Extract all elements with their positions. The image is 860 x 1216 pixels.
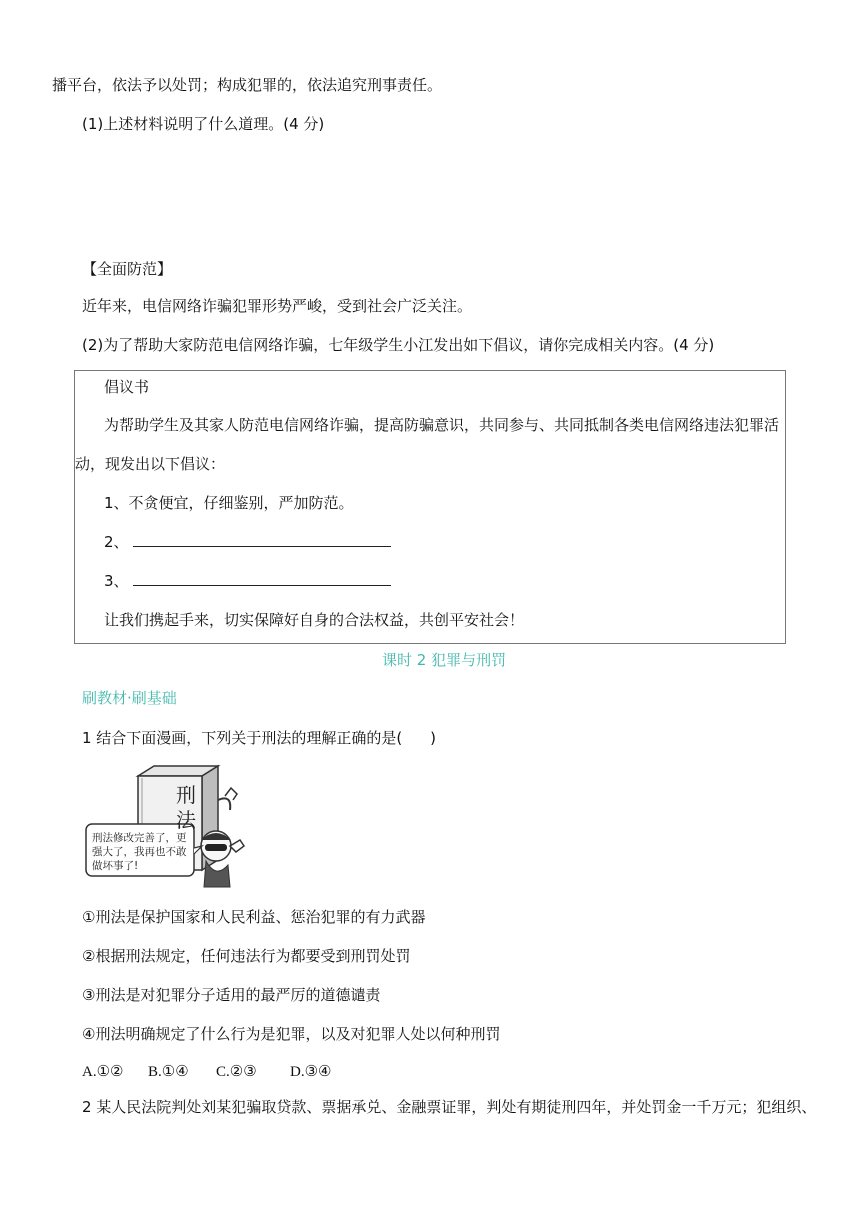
bubble-line-1: 刑法修改完善了，更 [92, 832, 187, 844]
question-1-stem-end: ) [430, 729, 437, 747]
proposal-item-3-prefix: 3、 [104, 572, 129, 590]
book-label-1: 刑 [176, 783, 196, 807]
option-2: ②根据刑法规定，任何违法行为都要受到刑罚处罚 [82, 947, 411, 965]
criminal-mask [205, 844, 227, 851]
proposal-item-2 [104, 532, 391, 552]
bubble-line-3: 做坏事了! [92, 860, 139, 872]
choice-c[interactable]: C.②③ [216, 1064, 257, 1080]
choice-d[interactable]: D.③④ [290, 1064, 332, 1080]
proposal-title: 倡议书 [104, 378, 150, 396]
proposal-item-1: 1、不贪便宜，仔细鉴别，严加防范。 [104, 494, 354, 512]
question-2-prompt: (2)为了帮助大家防范电信网络诈骗，七年级学生小江发出如下倡议，请你完成相关内容。(4 分) [82, 336, 715, 354]
question-1-prompt: (1)上述材料说明了什么道理。(4 分) [82, 115, 325, 133]
proposal-body-line-1: 为帮助学生及其家人防范电信网络诈骗，提高防骗意识，共同参与、共同抵制各类电信网络违法犯罪活 [104, 416, 780, 434]
question-1-stem-text: 1 结合下面漫画，下列关于刑法的理解正确的是( [82, 729, 403, 747]
book-label-2: 法 [176, 808, 196, 832]
proposal-body-line-2: 动，现发出以下倡议： [75, 455, 226, 473]
section-heading: 【全面防范】 [82, 260, 173, 278]
proposal-item-2-prefix: 2、 [104, 533, 129, 551]
proposal-closing: 让我们携起手来，切实保障好自身的合法权益，共创平安社会！ [104, 611, 525, 629]
choice-b[interactable]: B.①④ [148, 1064, 189, 1080]
section-intro: 近年来，电信网络诈骗犯罪形势严峻，受到社会广泛关注。 [82, 297, 473, 315]
answer-blank-2[interactable] [133, 534, 391, 547]
option-1: ①刑法是保护国家和人民利益、惩治犯罪的有力武器 [82, 908, 426, 926]
cartoon-svg [84, 764, 254, 894]
proposal-item-3 [104, 571, 391, 591]
option-3: ③刑法是对犯罪分子适用的最严厉的道德谴责 [82, 986, 381, 1004]
choice-a[interactable]: A.①② [82, 1064, 124, 1080]
answer-blank-3[interactable] [133, 573, 391, 586]
lesson-title: 课时 2 犯罪与刑罚 [382, 651, 507, 669]
bubble-line-2: 强大了，我再也不敢 [92, 846, 187, 858]
question-2-stem: 2 某人民法院判处刘某犯骗取贷款、票据承兑、金融票证罪，判处有期徒刑四年，并处罚金一千万元；犯组织、 [82, 1098, 817, 1116]
criminal-body [204, 861, 230, 887]
option-4: ④刑法明确规定了什么行为是犯罪，以及对犯罪人处以何种刑罚 [82, 1025, 501, 1043]
lesson-subtitle: 刷教材·刷基础 [82, 689, 177, 707]
cartoon-illustration [84, 764, 254, 894]
paragraph-continuation: 播平台，依法予以处罚；构成犯罪的，依法追究刑事责任。 [52, 76, 443, 94]
question-1-stem [82, 728, 436, 748]
